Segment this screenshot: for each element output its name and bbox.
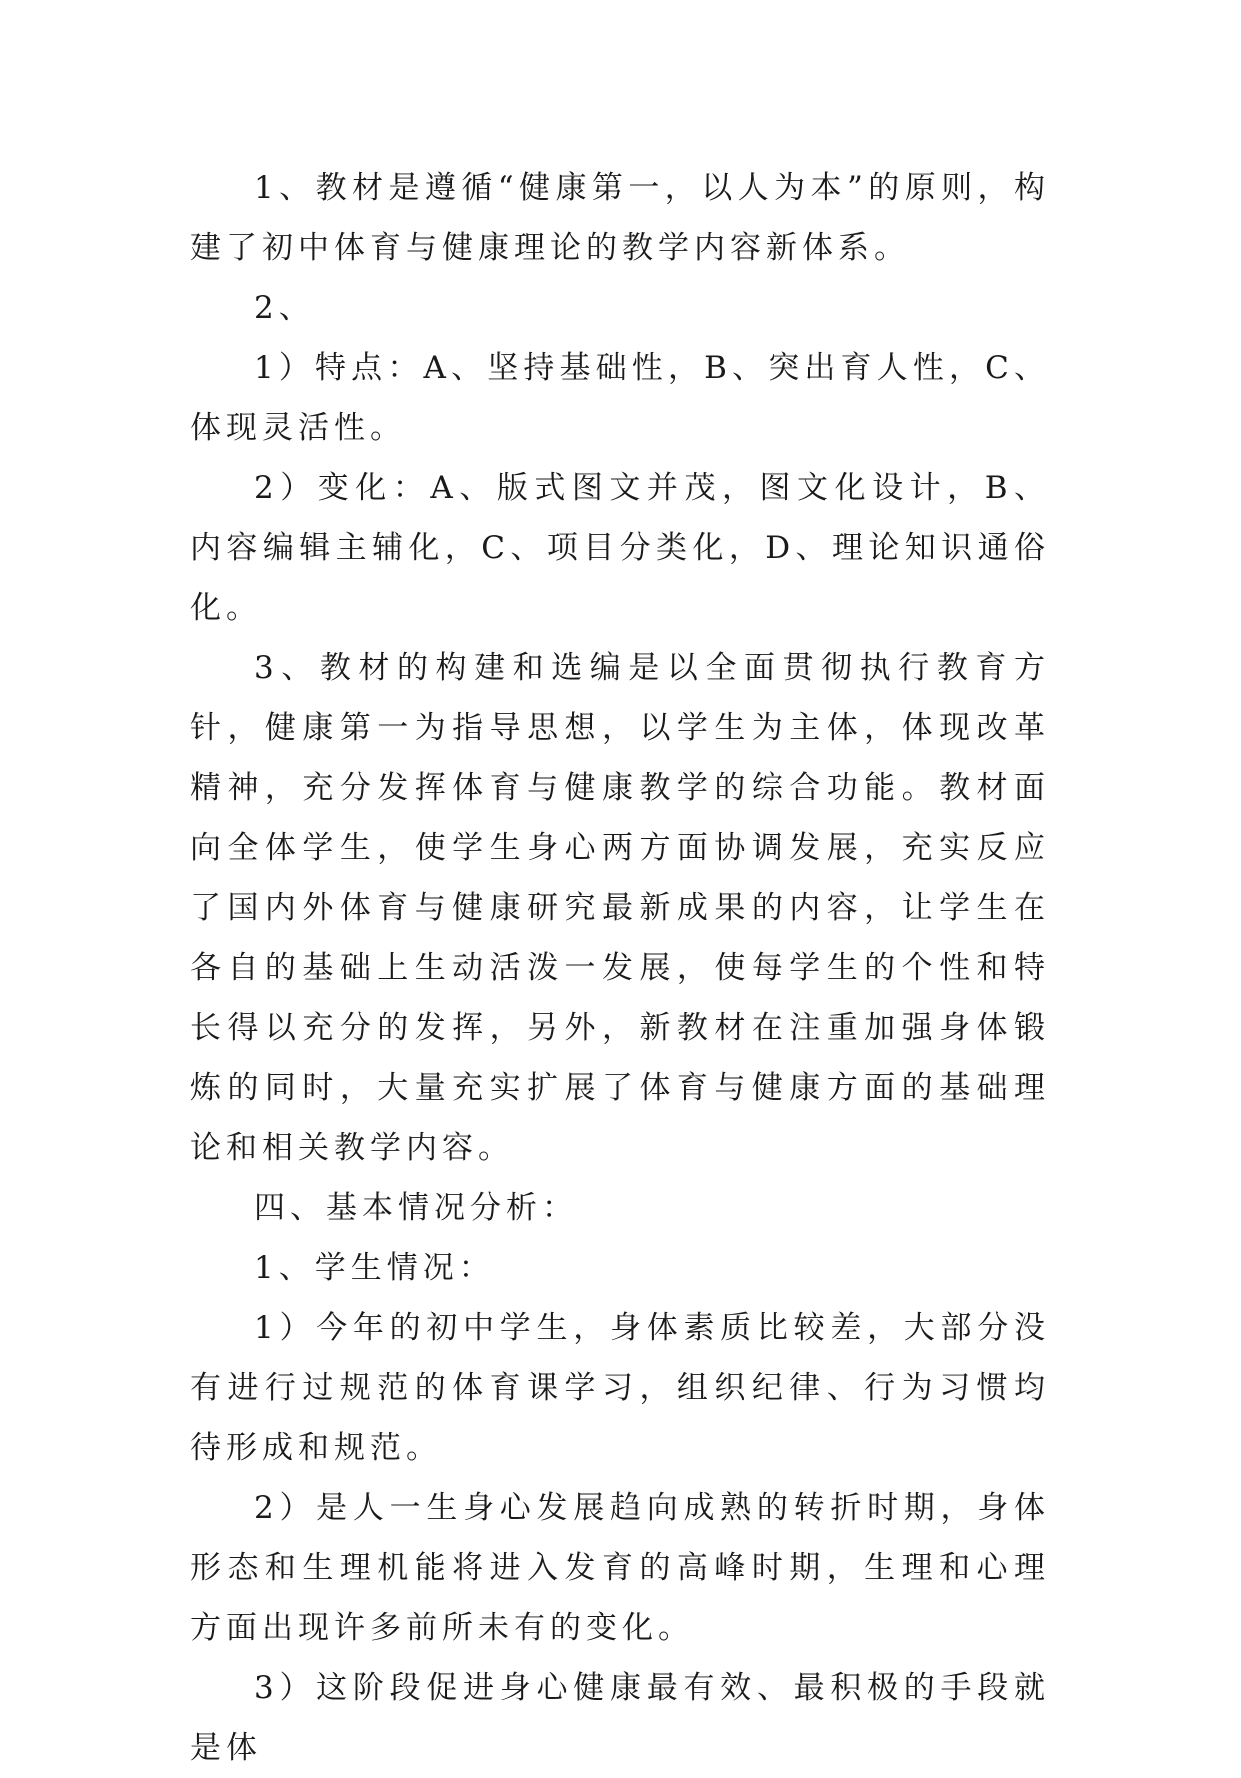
paragraph-development-period: 2）是人一生身心发展趋向成熟的转折时期，身体形态和生理机能将进入发育的高峰时期，生理和心理方面出现许多前所未有的变化。 <box>190 1490 1050 1646</box>
subheading-student-situation: 1、学生情况： <box>254 1250 495 1286</box>
paragraph-features: 1）特点：A、坚持基础性，B、突出育人性，C、体现灵活性。 <box>190 350 1050 446</box>
paragraph-effective-means: 3）这阶段促进身心健康最有效、最积极的手段就是体 <box>190 1670 1050 1766</box>
section-heading-basic-analysis: 四、基本情况分析： <box>254 1190 578 1226</box>
document-body <box>190 158 1050 1778</box>
paragraph-textbook-principle: 1、教材是遵循“健康第一，以人为本”的原则，构建了初中体育与健康理论的教学内容新体系。 <box>190 170 1050 266</box>
paragraph-item-2: 2、 <box>254 290 315 326</box>
paragraph-student-fitness: 1）今年的初中学生，身体素质比较差，大部分没有进行过规范的体育课学习，组织纪律、行为习惯均待形成和规范。 <box>190 1310 1050 1466</box>
paragraph-changes: 2）变化：A、版式图文并茂，图文化设计，B、内容编辑主辅化，C、项目分类化，D、理论知识通俗化。 <box>190 470 1050 626</box>
paragraph-textbook-construction: 3、教材的构建和选编是以全面贯彻执行教育方针，健康第一为指导思想，以学生为主体，体现改革精神，充分发挥体育与健康教学的综合功能。教材面向全体学生，使学生身心两方面协调发展，充实反应了国内外体育与健康研究最新成果的内容，让学生在各自的基础上生动活泼一发展，使每学生的个性和特长得以充分的发挥，另外，新教材在注重加强身体锻炼的同时，大量充实扩展了体育与健康方面的基础理论和相关教学内容。 <box>190 650 1050 1166</box>
